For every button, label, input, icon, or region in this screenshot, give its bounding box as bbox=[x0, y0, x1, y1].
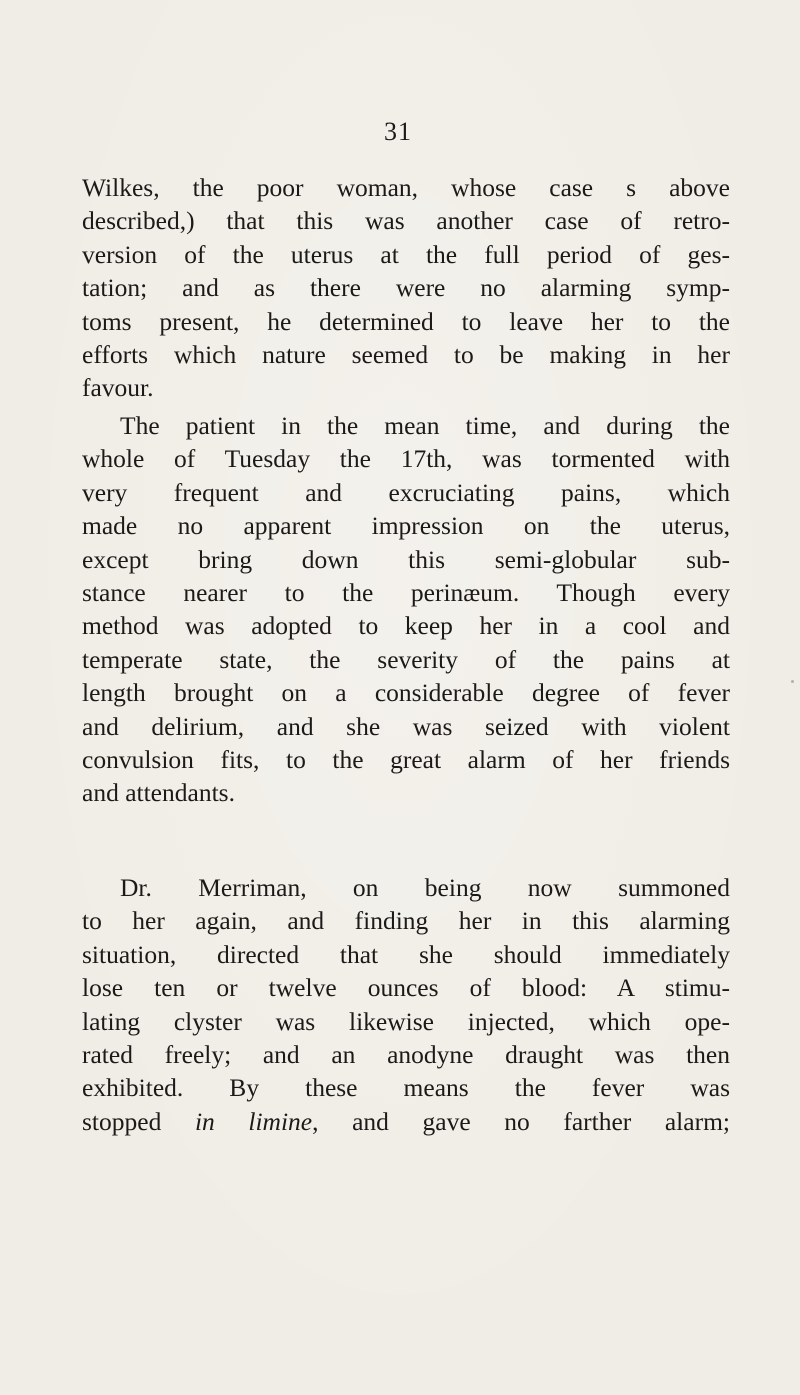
text-line: to her again, and finding her in this alarming bbox=[82, 906, 730, 936]
text-line: temperate state, the severity of the pains at bbox=[82, 644, 730, 674]
text-line: whole of Tuesday the 17th, was tormented with bbox=[82, 444, 730, 474]
text-line: tation; and as there were no alarming symp- bbox=[82, 273, 730, 303]
text-segment: stopped bbox=[82, 1106, 195, 1136]
text-line: method was adopted to keep her in a cool and bbox=[82, 611, 730, 641]
text-line: The patient in the mean time, and during the bbox=[120, 411, 730, 440]
text-line-final bbox=[82, 1105, 730, 1138]
latin-phrase: in limine bbox=[194, 1106, 313, 1136]
text-line: Wilkes, the poor woman, whose case s above bbox=[82, 173, 730, 202]
text-line: except bring down this semi-globular sub- bbox=[82, 544, 730, 574]
page-number: 31 bbox=[384, 117, 412, 146]
paragraph-1 bbox=[82, 171, 730, 405]
text-line: situation, directed that she should immediately bbox=[82, 939, 730, 969]
text-line: Dr. Merriman, on being now summoned bbox=[120, 873, 730, 902]
text-line: favour. bbox=[82, 373, 154, 403]
text-line: efforts which nature seemed to be making in her bbox=[82, 340, 730, 370]
text-line: convulsion fits, to the great alarm of her friends bbox=[82, 745, 730, 775]
paragraph-2 bbox=[82, 409, 730, 810]
text-line: and attendants. bbox=[82, 778, 235, 808]
text-line: described,) that this was another case of retro- bbox=[82, 206, 730, 236]
text-line: toms present, he determined to leave her to the bbox=[82, 306, 730, 336]
text-line: lose ten or twelve ounces of blood: A stimu- bbox=[82, 973, 730, 1003]
text-line: made no apparent impression on the uterus, bbox=[82, 511, 730, 541]
paragraph-3 bbox=[82, 871, 730, 1138]
text-line: and delirium, and she was seized with violent bbox=[82, 711, 730, 741]
text-segment: , and gave no farther alarm; bbox=[312, 1106, 730, 1136]
text-line: rated freely; and an anodyne draught was then bbox=[82, 1040, 730, 1070]
text-line: lating clyster was likewise injected, which ope- bbox=[82, 1006, 730, 1036]
paper-speck bbox=[791, 680, 794, 683]
text-line: exhibited. By these means the fever was bbox=[82, 1073, 730, 1103]
text-line: very frequent and excruciating pains, which bbox=[82, 477, 730, 507]
text-line: stance nearer to the perinæum. Though every bbox=[82, 578, 730, 608]
text-line: length brought on a considerable degree of fever bbox=[82, 678, 730, 708]
text-line: version of the uterus at the full period of ges- bbox=[82, 239, 730, 269]
